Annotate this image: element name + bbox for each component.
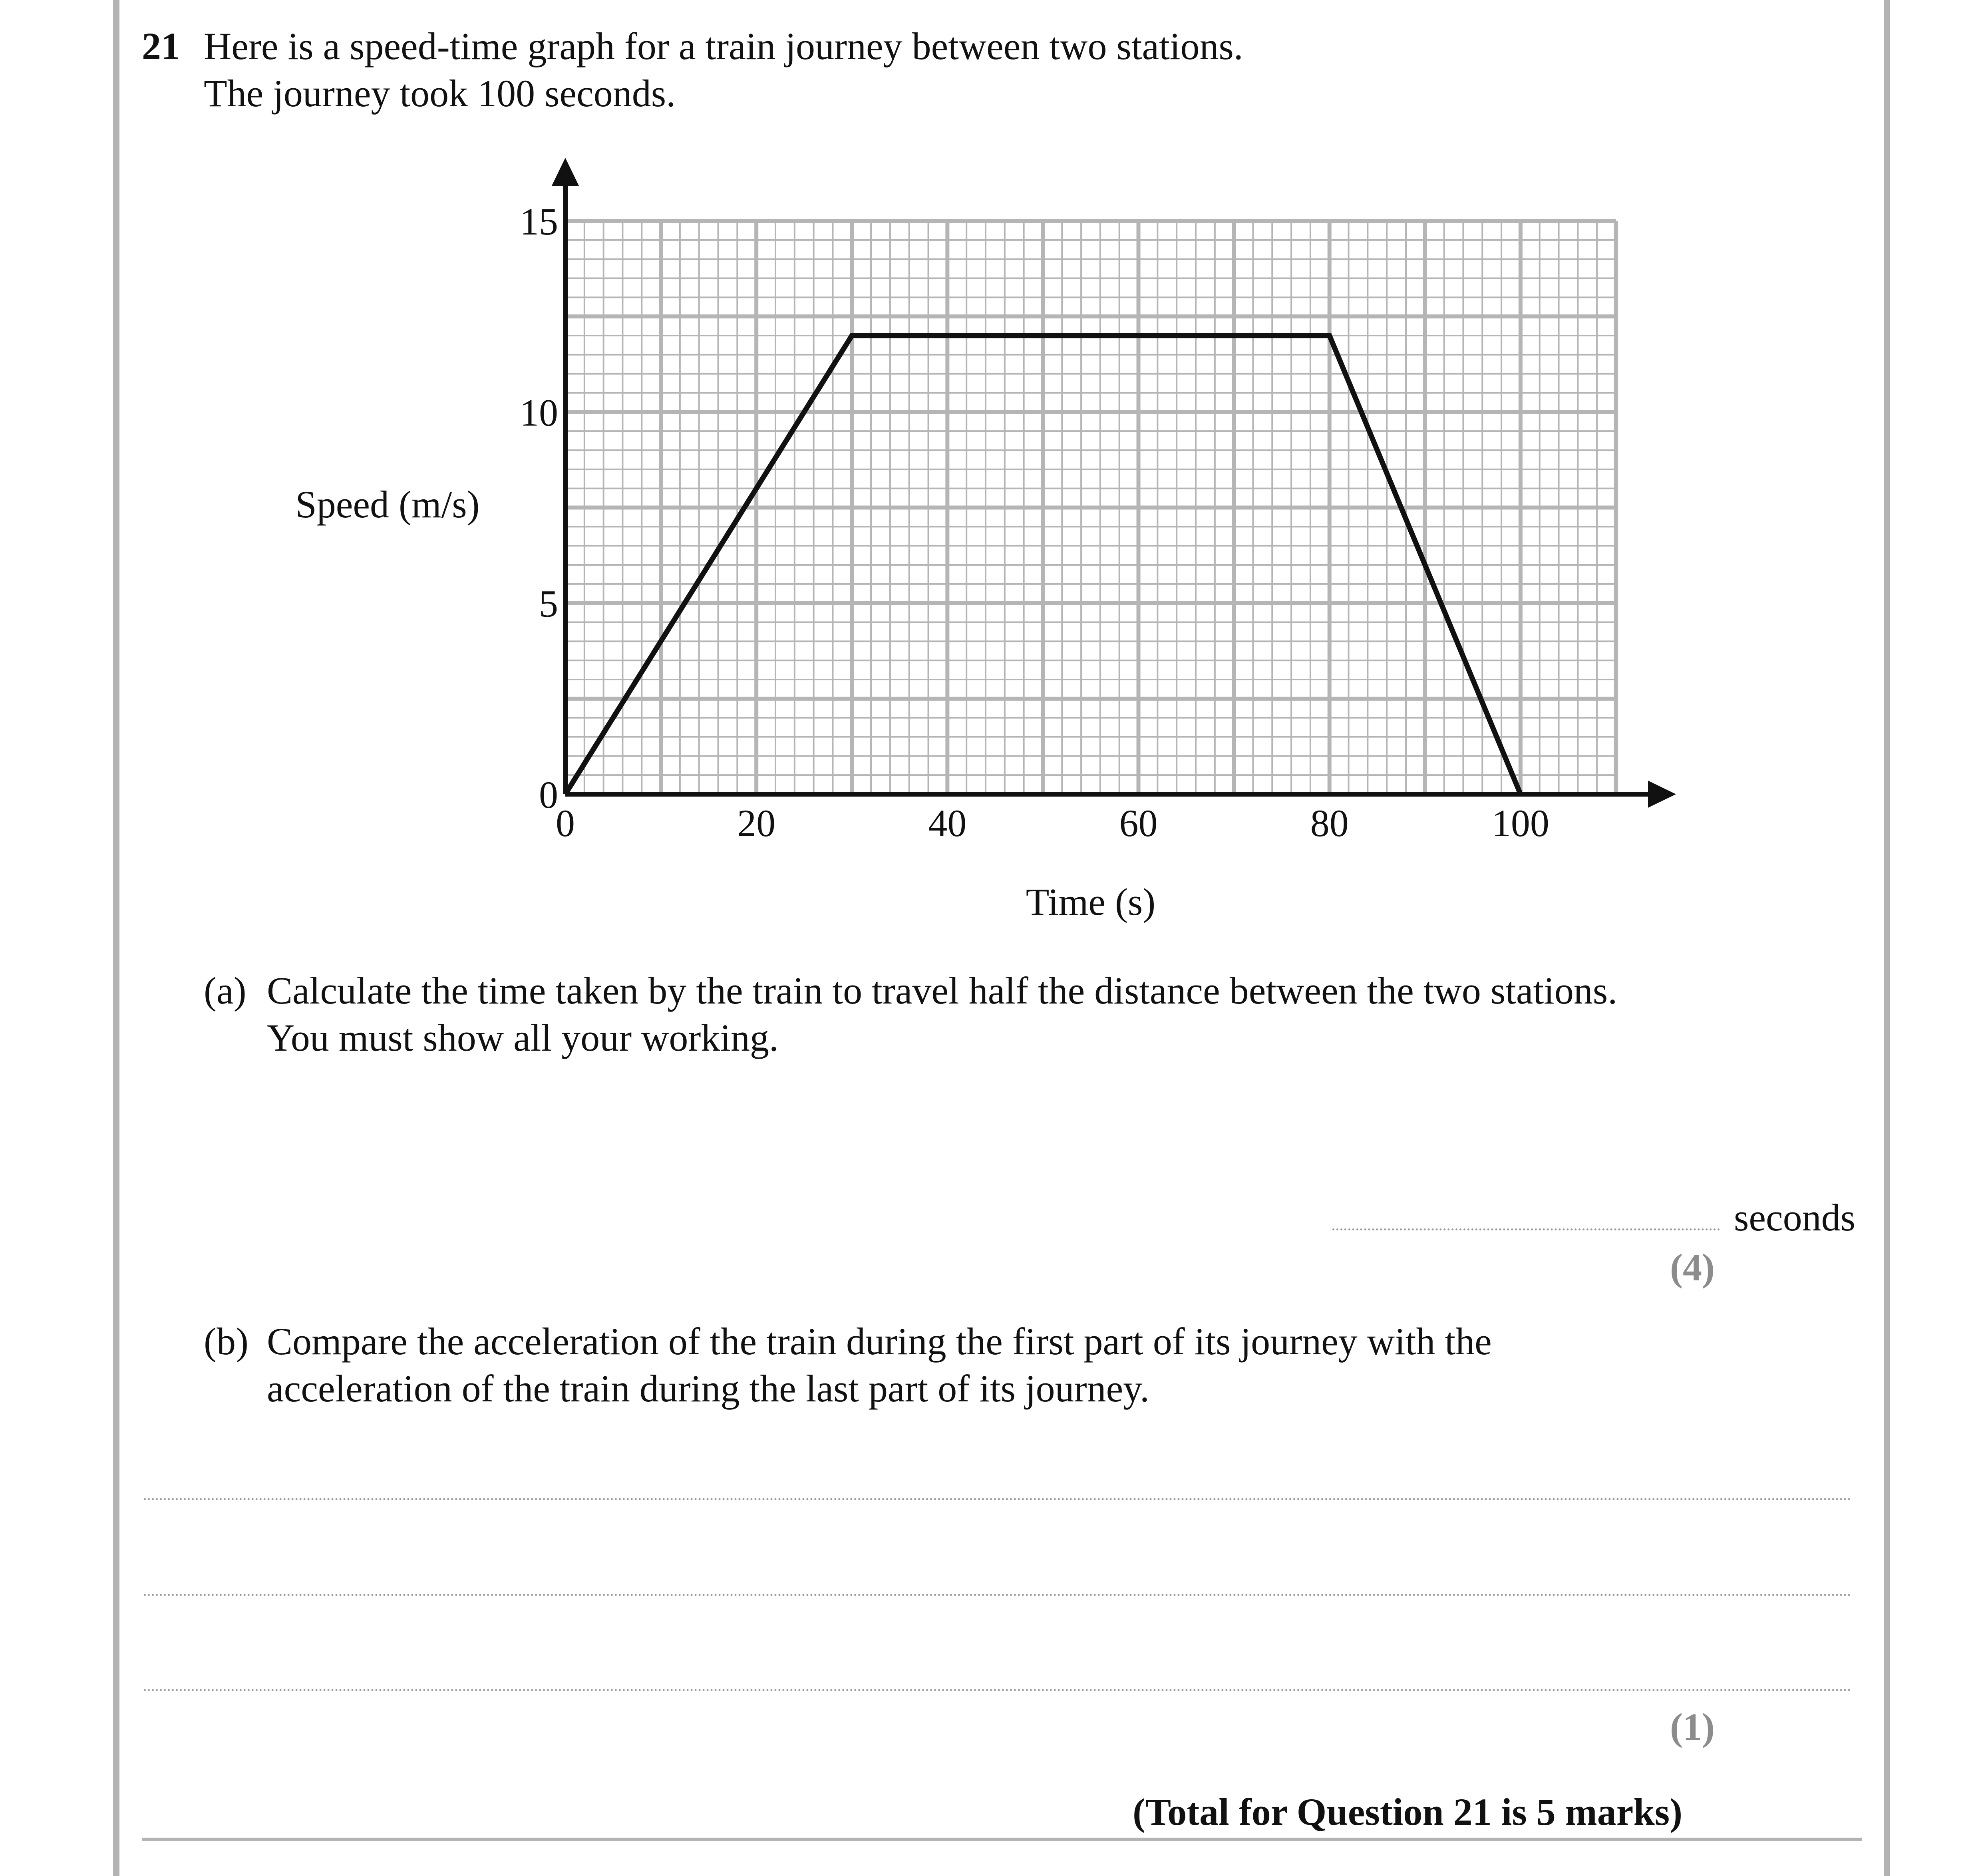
part-b-line2: acceleration of the train during the last part of its journey. [267, 1367, 1149, 1410]
y-tick-label: 10 [520, 391, 558, 434]
axis-labels [295, 483, 1155, 923]
x-tick-label: 60 [1119, 802, 1158, 845]
part-a-line2: You must show all your working. [267, 1016, 779, 1059]
part-b-label: (b) [204, 1320, 248, 1363]
grid-major-lines [565, 221, 1616, 794]
y-tick-label: 0 [539, 773, 558, 816]
question-intro-line1: Here is a speed-time graph for a train journey between two stations. [204, 25, 1243, 68]
part-a-marks: (4) [1670, 1246, 1715, 1289]
question-number: 21 [142, 25, 180, 68]
x-tick-label: 80 [1310, 802, 1349, 845]
part-b-line1: Compare the acceleration of the train during the first part of its journey with the [267, 1320, 1492, 1363]
y-axis-label: Speed (m/s) [295, 483, 480, 526]
bottom-rule [142, 1838, 1862, 1841]
axes [552, 158, 1676, 808]
answer-line-b1[interactable] [144, 1498, 1852, 1500]
x-axis-arrow [1648, 781, 1676, 808]
part-b-marks: (1) [1670, 1705, 1715, 1748]
y-tick-label: 5 [539, 582, 558, 625]
part-a-label: (a) [204, 969, 247, 1012]
answer-line-a[interactable] [1332, 1228, 1720, 1230]
x-tick-label: 0 [556, 802, 575, 845]
x-tick-label: 20 [737, 802, 776, 845]
answer-line-b2[interactable] [144, 1594, 1852, 1596]
y-axis-arrow [552, 158, 579, 186]
x-tick-label: 40 [928, 802, 967, 845]
x-tick-label: 100 [1491, 802, 1549, 845]
answer-line-b3[interactable] [144, 1689, 1852, 1691]
question-intro-line2: The journey took 100 seconds. [204, 72, 676, 115]
question-total: (Total for Question 21 is 5 marks) [1133, 1791, 1683, 1833]
y-tick-label: 15 [520, 200, 558, 243]
x-axis-label: Time (s) [1026, 880, 1156, 923]
part-a-unit: seconds [1734, 1196, 1855, 1239]
part-a-line1: Calculate the time taken by the train to travel half the distance between the two stations. [267, 969, 1618, 1012]
